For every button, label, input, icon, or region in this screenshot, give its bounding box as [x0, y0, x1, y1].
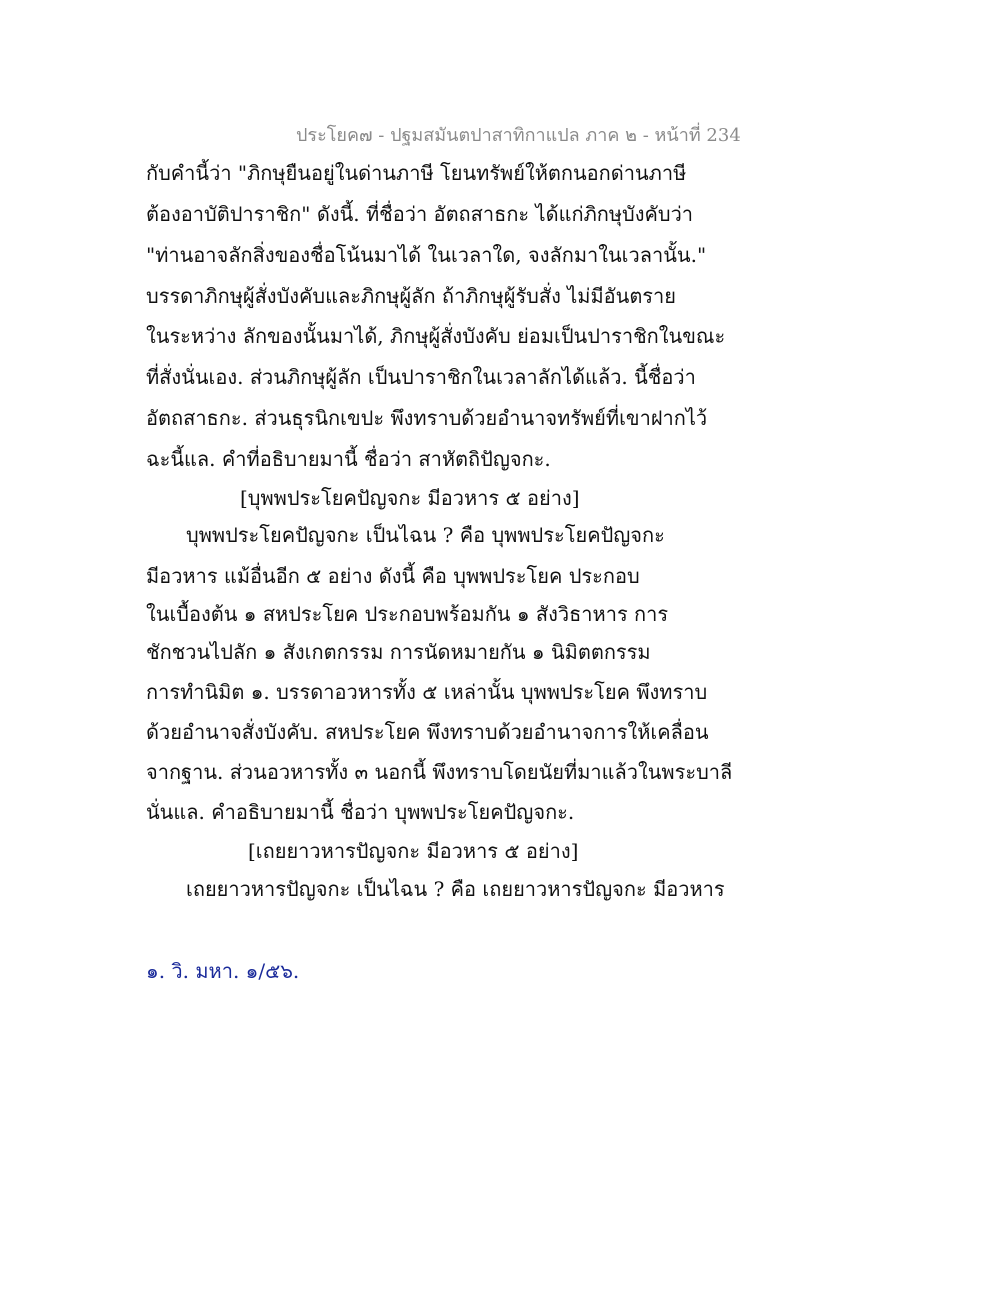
body-line: มีอวหาร แม้อื่นอีก ๕ อย่าง ดังนี้ คือ บุพพประโยค ประกอบ [146, 564, 640, 588]
section-heading: [เถยยาวหารปัญจกะ มีอวหาร ๕ อย่าง] [248, 839, 579, 863]
body-line: นั่นแล. คำอธิบายมานี้ ชื่อว่า บุพพประโยคปัญจกะ. [146, 800, 575, 824]
body-line: จากฐาน. ส่วนอวหารทั้ง ๓ นอกนี้ พึงทราบโดยนัยที่มาแล้วในพระบาลี [146, 760, 733, 784]
footnote: ๑. วิ. มหา. ๑/๕๖. [146, 959, 300, 983]
body-line: เถยยาวหารปัญจกะ เป็นไฉน ? คือ เถยยาวหารปัญจกะ มีอวหาร [186, 877, 725, 901]
body-line: ด้วยอำนาจสั่งบังคับ. สหประโยค พึงทราบด้วยอำนาจการให้เคลื่อน [146, 720, 709, 744]
body-line: ต้องอาบัติปาราชิก" ดังนี้. ที่ชื่อว่า อัตถสาธกะ ได้แก่ภิกษุบังคับว่า [146, 202, 694, 226]
body-line: ที่สั่งนั่นเอง. ส่วนภิกษุผู้ลัก เป็นปาราชิกในเวลาลักได้แล้ว. นี้ชื่อว่า [146, 365, 696, 389]
body-line: "ท่านอาจลักสิ่งของชื่อโน้นมาได้ ในเวลาใด, จงลักมาในเวลานั้น." [146, 243, 707, 267]
body-line: บุพพประโยคปัญจกะ เป็นไฉน ? คือ บุพพประโยคปัญจกะ [186, 523, 665, 547]
body-line: บรรดาภิกษุผู้สั่งบังคับและภิกษุผู้ลัก ถ้าภิกษุผู้รับสั่ง ไม่มีอันตราย [146, 284, 676, 308]
body-line: ชักชวนไปลัก ๑ สังเกตกรรม การนัดหมายกัน ๑ นิมิตตกรรม [146, 640, 651, 664]
section-heading: [บุพพประโยคปัญจกะ มีอวหาร ๕ อย่าง] [240, 486, 580, 510]
running-header: ประโยค๗ - ปฐมสมันตปาสาทิกาแปล ภาค ๒ - หน้าที่ 234 [296, 125, 741, 146]
body-line: อัตถสาธกะ. ส่วนธุรนิกเขปะ พึงทราบด้วยอำนาจทรัพย์ที่เขาฝากไว้ [146, 406, 708, 430]
body-line: กับคำนี้ว่า "ภิกษุยืนอยู่ในด่านภาษี โยนทรัพย์ให้ตกนอกด่านภาษี [146, 161, 687, 185]
body-line: การทำนิมิต ๑. บรรดาอวหารทั้ง ๕ เหล่านั้น บุพพประโยค พึงทราบ [146, 680, 708, 704]
body-line: ในระหว่าง ลักของนั้นมาได้, ภิกษุผู้สั่งบังคับ ย่อมเป็นปาราชิกในขณะ [146, 324, 726, 348]
body-line: ฉะนี้แล. คำที่อธิบายมานี้ ชื่อว่า สาหัตถิปัญจกะ. [146, 447, 551, 471]
body-line: ในเบื้องต้น ๑ สหประโยค ประกอบพร้อมกัน ๑ สังวิธาหาร การ [146, 602, 669, 626]
